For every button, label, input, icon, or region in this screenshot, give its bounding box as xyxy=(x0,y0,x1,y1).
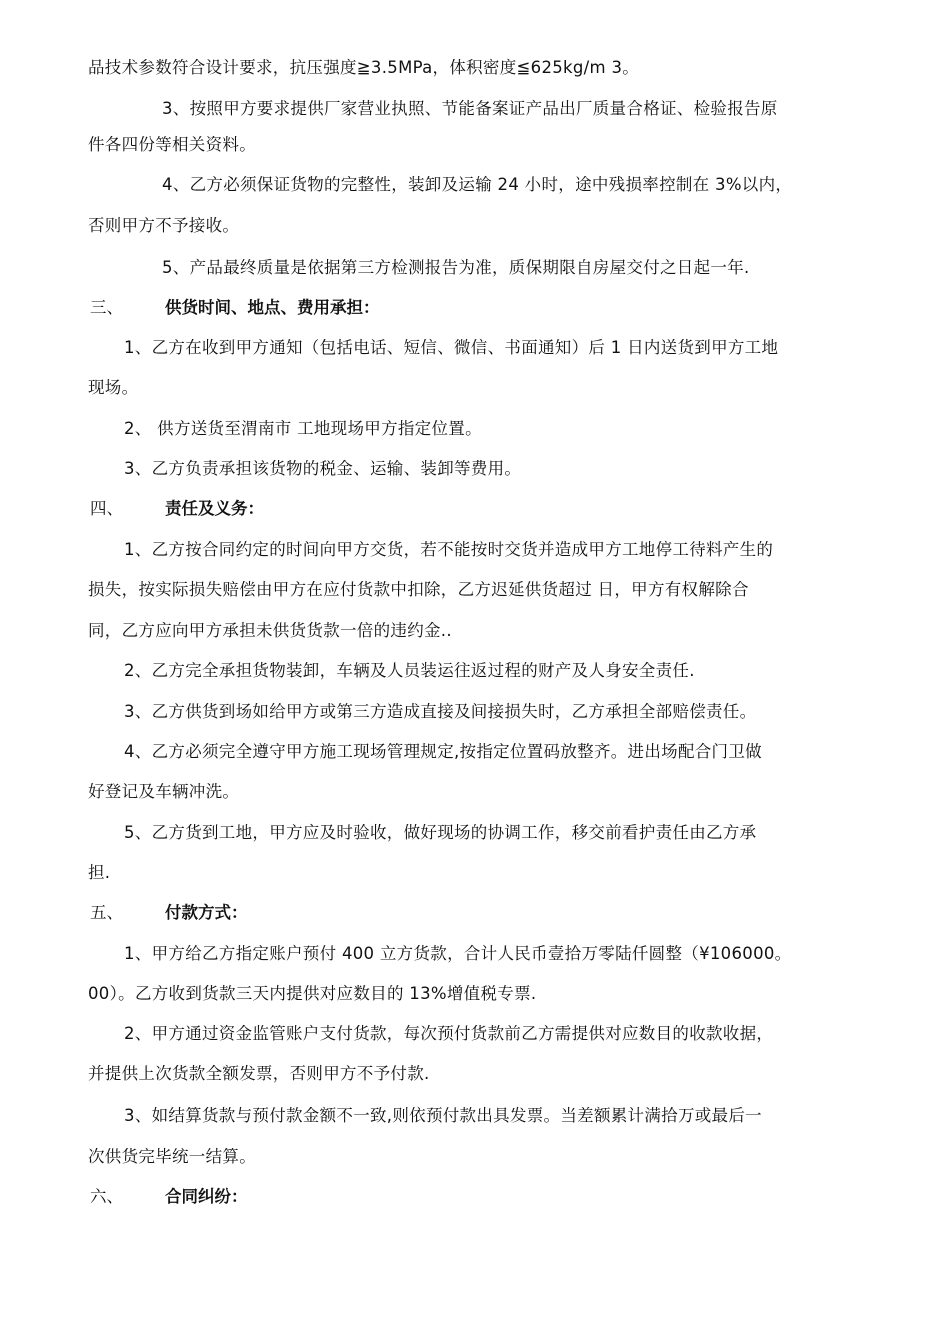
paragraph-line: 次供货完毕统一结算。 xyxy=(88,1147,256,1166)
paragraph-line: 5、乙方货到工地，甲方应及时验收，做好现场的协调工作，移交前看护责任由乙方承 xyxy=(124,823,757,842)
paragraph-line: 1、乙方按合同约定的时间向甲方交货，若不能按时交货并造成甲方工地停工待料产生的 xyxy=(124,540,774,559)
paragraph-line: 担. xyxy=(88,863,111,882)
paragraph-line: 5、产品最终质量是依据第三方检测报告为准，质保期限自房屋交付之日起一年. xyxy=(162,258,750,277)
paragraph-line: 件各四份等相关资料。 xyxy=(88,135,256,154)
paragraph-line: 1、乙方在收到甲方通知（包括电话、短信、微信、书面通知）后 1 日内送货到甲方工地 xyxy=(124,338,779,357)
paragraph-line: 3、如结算货款与预付款金额不一致,则依预付款出具发票。当差额累计满拾万或最后一 xyxy=(124,1106,762,1125)
paragraph-line: 4、乙方必须完全遵守甲方施工现场管理规定,按指定位置码放整齐。进出场配合门卫做 xyxy=(124,742,762,761)
paragraph-line: 现场。 xyxy=(88,378,139,397)
paragraph-line: 2、乙方完全承担货物装卸，车辆及人员装运往返过程的财产及人身安全责任. xyxy=(124,661,695,680)
paragraph-line: 同，乙方应向甲方承担未供货货款一倍的违约金.. xyxy=(88,621,452,640)
paragraph-line: 好登记及车辆冲洗。 xyxy=(88,782,240,801)
paragraph-line: 并提供上次货款全额发票，否则甲方不予付款. xyxy=(88,1064,430,1083)
section-number: 三、 xyxy=(90,298,123,317)
paragraph-line: 品技术参数符合设计要求，抗压强度≧3.5MPa，体积密度≦625kg/m 3。 xyxy=(88,58,640,77)
section-title: 付款方式： xyxy=(165,903,248,922)
paragraph-line: 损失，按实际损失赔偿由甲方在应付货款中扣除，乙方迟延供货超过 日，甲方有权解除合 xyxy=(88,580,749,599)
section-number: 四、 xyxy=(90,499,123,518)
paragraph-line: 1、甲方给乙方指定账户预付 400 立方货款，合计人民币壹拾万零陆仟圆整（¥106000。 xyxy=(124,944,792,963)
paragraph-line: 2、 供方送货至渭南市 工地现场甲方指定位置。 xyxy=(124,419,482,438)
paragraph-line: 4、乙方必须保证货物的完整性，装卸及运输 24 小时，途中残损率控制在 3%以内， xyxy=(162,175,793,194)
section-title: 供货时间、地点、费用承担： xyxy=(165,298,380,317)
section-title: 合同纠纷： xyxy=(165,1187,248,1206)
section-title: 责任及义务： xyxy=(165,499,264,518)
paragraph-line: 3、乙方供货到场如给甲方或第三方造成直接及间接损失时，乙方承担全部赔偿责任。 xyxy=(124,702,757,721)
paragraph-line: 2、甲方通过资金监管账户支付货款，每次预付货款前乙方需提供对应数目的收款收据， xyxy=(124,1024,774,1043)
paragraph-line: 3、乙方负责承担该货物的税金、运输、装卸等费用。 xyxy=(124,459,522,478)
paragraph-line: 00）。乙方收到货款三天内提供对应数目的 13%增值税专票. xyxy=(88,984,537,1003)
paragraph-line: 否则甲方不予接收。 xyxy=(88,216,240,235)
paragraph-line: 3、按照甲方要求提供厂家营业执照、节能备案证产品出厂质量合格证、检验报告原 xyxy=(162,99,778,118)
section-number: 六、 xyxy=(90,1187,123,1206)
section-number: 五、 xyxy=(90,903,123,922)
